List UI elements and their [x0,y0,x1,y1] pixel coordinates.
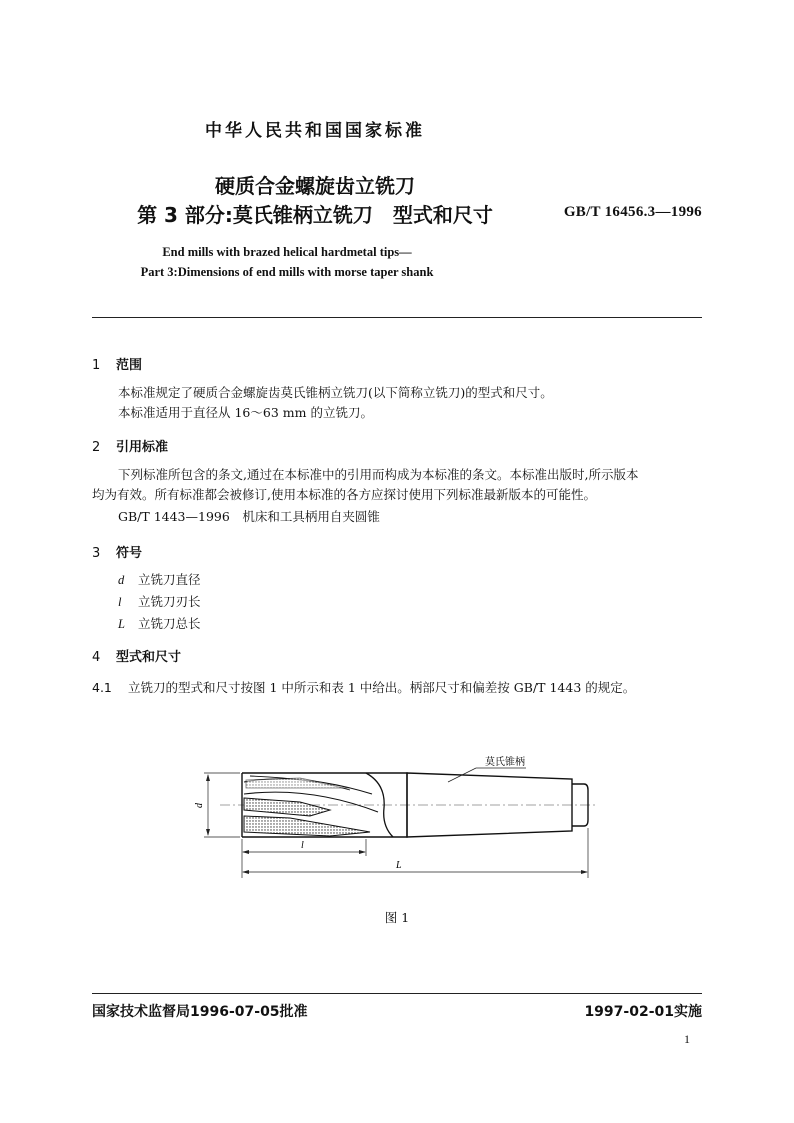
section-3-heading [92,542,142,561]
end-mill-drawing [180,748,610,888]
section-title: 引用标准 [116,440,169,455]
symbol-desc: 立铣刀直径 [138,572,201,587]
section-2-heading [92,436,168,455]
section-number: 4 [92,650,101,665]
carbide-tip [244,798,330,816]
paragraph: 本标准适用于直径从 16～63 mm 的立铣刀。 [118,405,373,420]
symbol-item [118,570,201,588]
section-number: 1 [92,358,101,373]
shank-label: 莫氏锥柄 [485,757,525,768]
symbol: L [118,617,125,631]
english-title-line2: Part 3:Dimensions of end mills with morse taper shank [140,265,434,279]
carbide-tip [246,778,350,788]
dim-L-label: L [396,860,402,871]
english-title-line1: End mills with brazed helical hardmetal tips— [162,245,412,259]
standard-code: GB/T 16456.3—1996 [563,204,702,220]
section-1-heading [92,354,142,373]
carbide-tip [244,816,370,836]
document-title-line1: 硬质合金螺旋齿立铣刀 [215,174,415,198]
reference-standard: GB/T 1443—1996 机床和工具柄用自夹圆锥 [118,509,380,524]
paragraph-continuation: 均为有效。所有标准都会被修订,使用本标准的各方应探讨使用下列标准最新版本的可能性。 [92,487,596,502]
header-divider [92,317,702,318]
paragraph: 下列标准所包含的条文,通过在本标准中的引用而构成为本标准的条文。本标准出版时,所示版本 [118,467,639,482]
clause-number: 4.1 [92,680,112,695]
symbol-item [118,592,201,610]
country-standard-heading: 中华人民共和国国家标准 [205,121,425,141]
document-title-line2: 第 3 部分:莫氏锥柄立铣刀 型式和尺寸 [137,203,493,227]
symbol-desc: 立铣刀刃长 [138,594,201,609]
symbol-desc: 立铣刀总长 [138,616,201,631]
section-number: 2 [92,440,101,455]
section-4-heading [92,646,181,665]
footer-divider [92,993,702,994]
symbol: d [118,573,125,587]
section-title: 范围 [116,358,143,373]
symbol: l [118,595,122,609]
implementation-date: 1997-02-01实施 [584,1004,702,1020]
section-title: 符号 [116,546,143,561]
section-title: 型式和尺寸 [116,650,182,665]
clause-text: 立铣刀的型式和尺寸按图 1 中所示和表 1 中给出。柄部尺寸和偏差按 GB/T 1443 的规定。 [128,680,636,695]
page-number: 1 [684,1032,690,1046]
dim-l-label: l [301,840,304,851]
clause-4-1 [92,678,635,698]
figure-caption: 图 1 [384,910,410,925]
approval-date: 国家技术监督局1996-07-05批准 [92,1004,308,1020]
symbol-item [118,614,201,632]
dim-d-label: d [194,803,205,808]
section-number: 3 [92,546,101,561]
paragraph: 本标准规定了硬质合金螺旋齿莫氏锥柄立铣刀(以下简称立铣刀)的型式和尺寸。 [118,385,553,400]
